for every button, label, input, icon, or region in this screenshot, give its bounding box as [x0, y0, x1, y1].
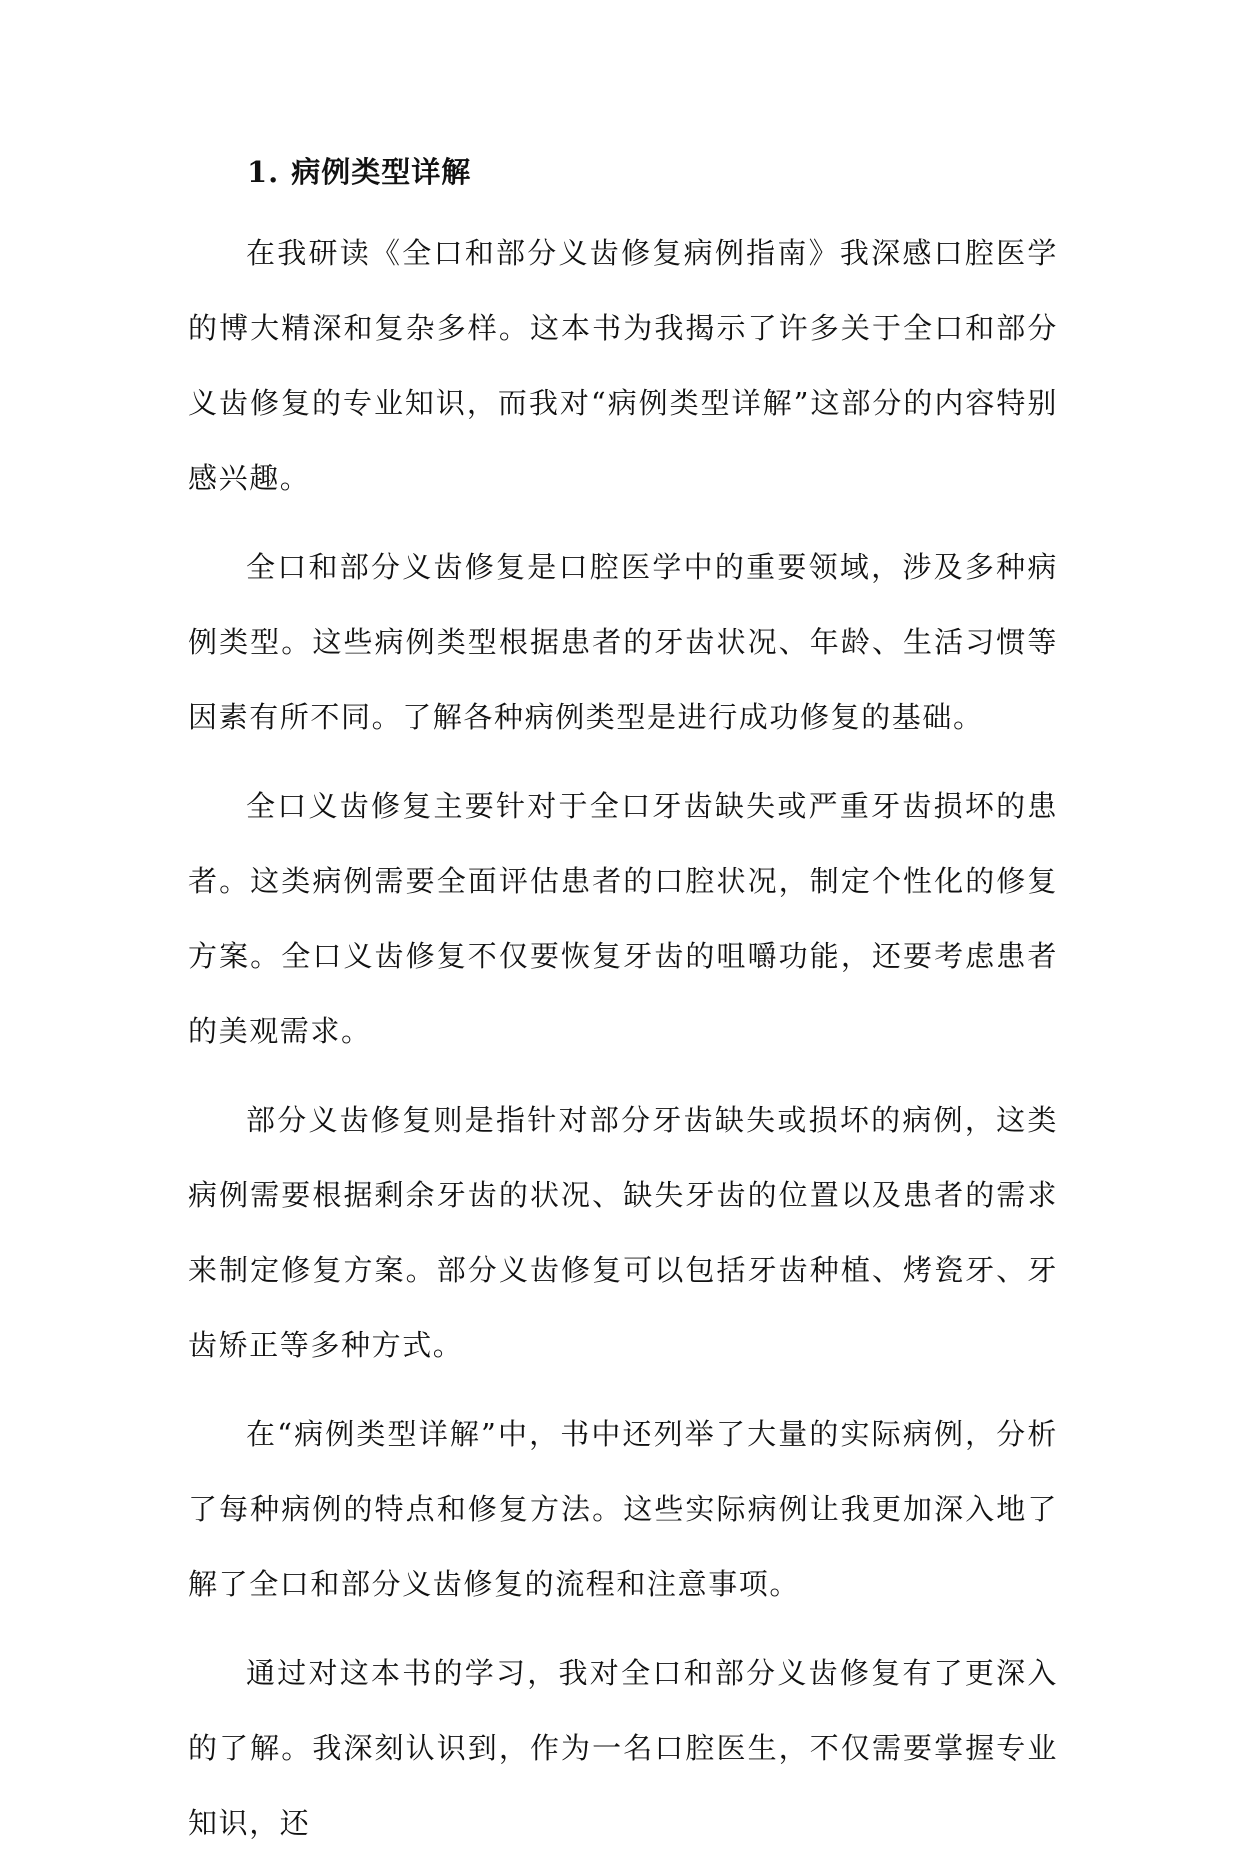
- section-number: 1.: [247, 155, 280, 189]
- paragraph-1: 在我研读《全口和部分义齿修复病例指南》我深感口腔医学的博大精深和复杂多样。这本书为我揭示了许多关于全口和部分义齿修复的专业知识，而我对“病例类型详解”这部分的内容特别感兴趣。: [188, 236, 1058, 495]
- paragraph-3: 全口义齿修复主要针对于全口牙齿缺失或严重牙齿损坏的患者。这类病例需要全面评估患者的口腔状况，制定个性化的修复方案。全口义齿修复不仅要恢复牙齿的咀嚼功能，还要考虑患者的美观需求。: [188, 789, 1058, 1048]
- section-title: 病例类型详解: [291, 155, 472, 189]
- paragraph-5: 在“病例类型详解”中，书中还列举了大量的实际病例，分析了每种病例的特点和修复方法。这些实际病例让我更加深入地了解了全口和部分义齿修复的流程和注意事项。: [188, 1417, 1058, 1601]
- paragraph-2: 全口和部分义齿修复是口腔医学中的重要领域，涉及多种病例类型。这些病例类型根据患者的牙齿状况、年龄、生活习惯等因素有所不同。了解各种病例类型是进行成功修复的基础。: [188, 550, 1058, 734]
- section-heading: [188, 142, 1058, 202]
- paragraph-6: 通过对这本书的学习，我对全口和部分义齿修复有了更深入的了解。我深刻认识到，作为一名口腔医生，不仅需要掌握专业知识，还: [188, 1656, 1058, 1840]
- paragraph-4: 部分义齿修复则是指针对部分牙齿缺失或损坏的病例，这类病例需要根据剩余牙齿的状况、缺失牙齿的位置以及患者的需求来制定修复方案。部分义齿修复可以包括牙齿种植、烤瓷牙、牙齿矫正等多种方式。: [188, 1103, 1058, 1362]
- document-body: [188, 142, 1058, 1875]
